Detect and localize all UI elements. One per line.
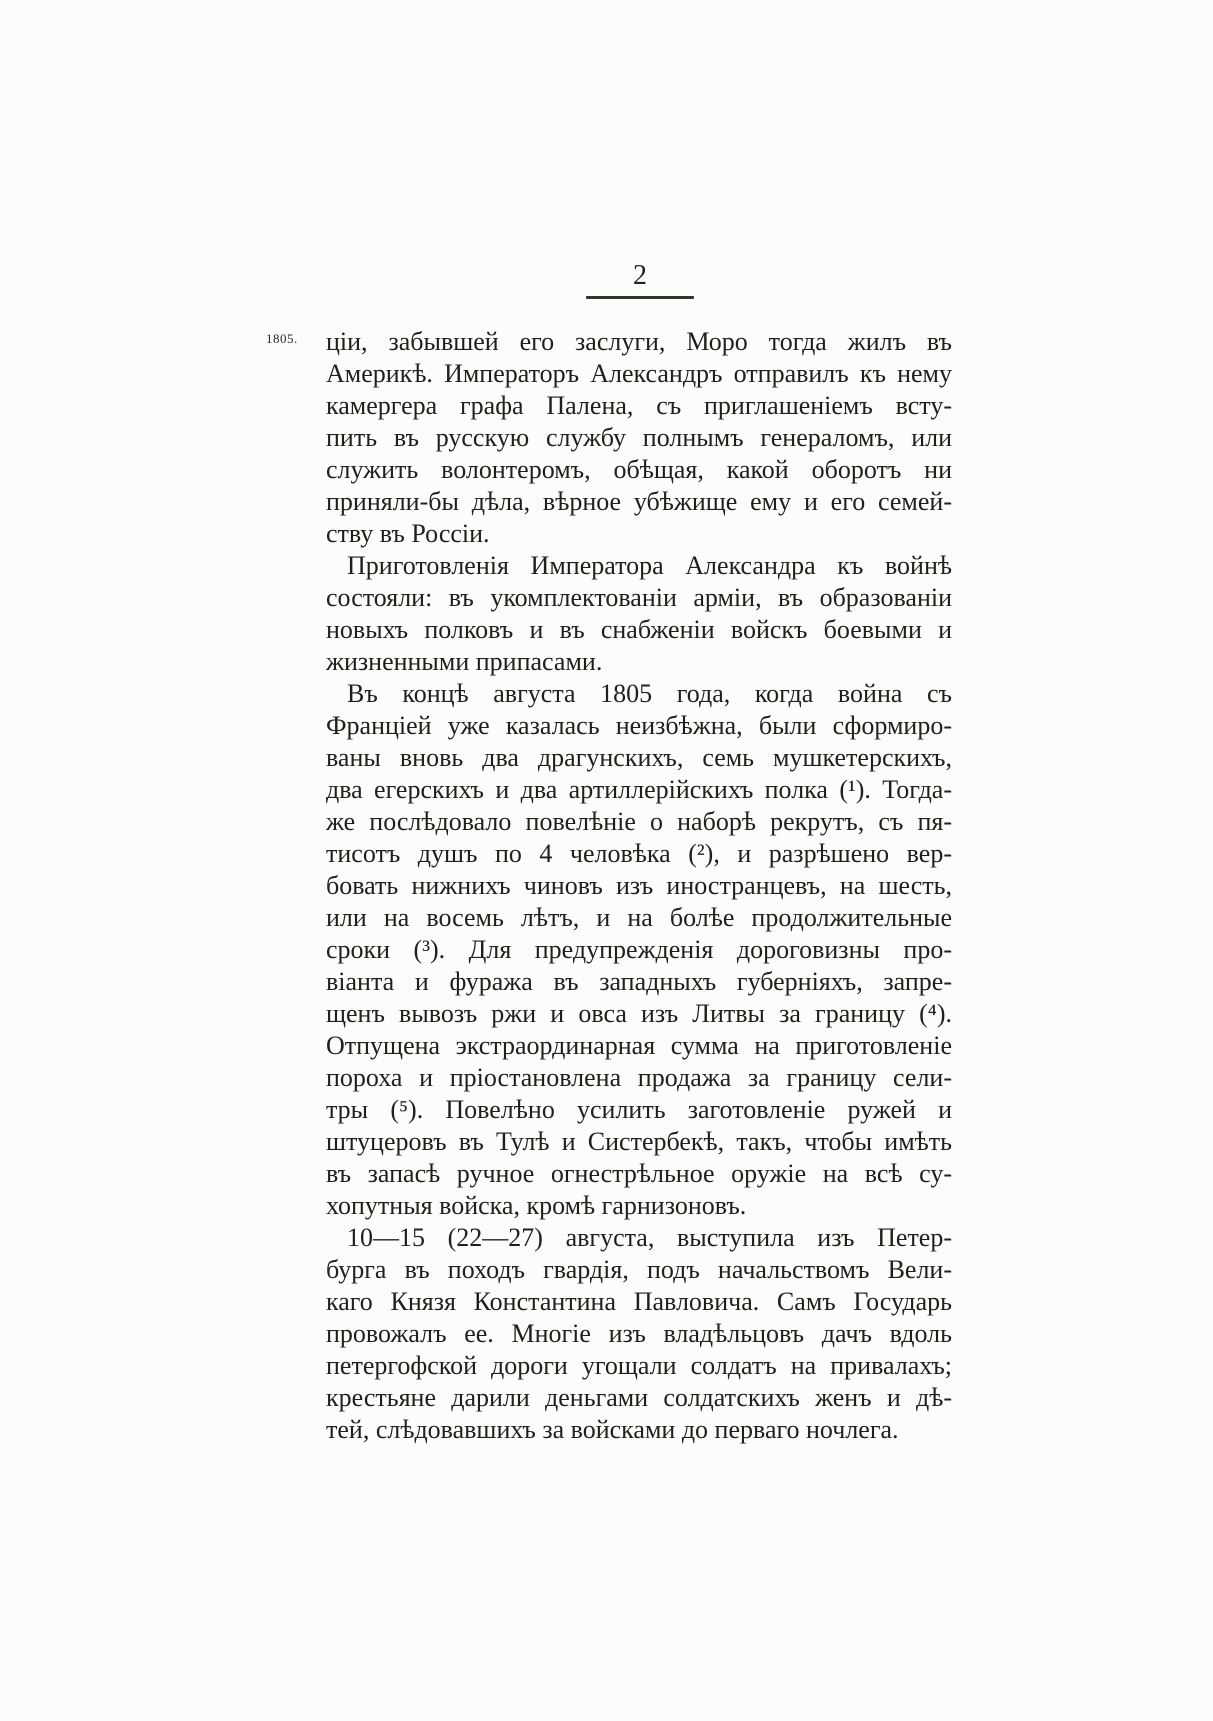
- text-line: состояли: въ укомплектованіи арміи, въ образованіи: [326, 583, 952, 612]
- text-line: жизненными припасами.: [326, 647, 603, 676]
- margin-year-note: 1805.: [266, 331, 298, 346]
- text-line: провожалъ ее. Многіе изъ владѣльцовъ дачъ вдоль: [326, 1319, 952, 1348]
- text-line: камергера графа Палена, съ приглашеніемъ всту-: [326, 391, 952, 420]
- text-line: Отпущена экстраординарная сумма на приготовленіе: [326, 1031, 952, 1060]
- text-line: каго Князя Константина Павловича. Самъ Государь: [326, 1287, 952, 1316]
- page-number: 2: [633, 260, 647, 291]
- text-line: же послѣдовало повелѣніе о наборѣ рекрутъ, съ пя-: [326, 807, 952, 836]
- text-line: Въ концѣ августа 1805 года, когда война съ: [347, 679, 952, 708]
- text-line: служить волонтеромъ, обѣщая, какой оборотъ ни: [326, 455, 952, 484]
- text-line: въ запасѣ ручное огнестрѣльное оружіе на всѣ су-: [326, 1159, 952, 1188]
- text-line: ціи, забывшей его заслуги, Моро тогда жилъ въ: [326, 327, 952, 356]
- text-line: віанта и фуража въ западныхъ губерніяхъ, запре-: [326, 967, 952, 996]
- text-line: петергофской дороги угощали солдатъ на привалахъ;: [326, 1351, 952, 1380]
- text-line: сроки (³). Для предупрежденія дороговизны про-: [326, 935, 952, 964]
- text-line: пить въ русскую службу полнымъ генераломъ, или: [326, 423, 952, 452]
- text-line: штуцеровъ въ Тулѣ и Систербекѣ, такъ, чтобы имѣть: [326, 1127, 952, 1156]
- text-line: или на восемь лѣтъ, и на болѣе продолжительные: [326, 903, 952, 932]
- text-line: тей, слѣдовавшихъ за войсками до перваго ночлега.: [326, 1415, 899, 1444]
- page-header: [585, 262, 695, 299]
- text-line: ству въ Россіи.: [326, 519, 490, 548]
- text-line: пороха и пріостановлена продажа за границу сели-: [326, 1063, 952, 1092]
- text-line: бовать нижнихъ чиновъ изъ иностранцевъ, на шесть,: [326, 871, 952, 900]
- body-text: [326, 326, 952, 1446]
- text-line: Америкѣ. Императоръ Александръ отправилъ къ нему: [326, 359, 952, 388]
- text-line: бурга въ походъ гвардія, подъ начальствомъ Вели-: [326, 1255, 952, 1284]
- text-line: Франціей уже казалась неизбѣжна, были сформиро-: [326, 711, 952, 740]
- text-line: Приготовленія Императора Александра къ войнѣ: [347, 551, 952, 580]
- text-line: новыхъ полковъ и въ снабженіи войскъ боевыми и: [326, 615, 952, 644]
- text-line: 10—15 (22—27) августа, выступила изъ Петер-: [347, 1223, 952, 1252]
- text-line: тры (⁵). Повелѣно усилить заготовленіе ружей и: [326, 1095, 952, 1124]
- text-line: два егерскихъ и два артиллерійскихъ полка (¹). Тогда-: [326, 775, 952, 804]
- text-line: приняли-бы дѣла, вѣрное убѣжище ему и его семей-: [326, 487, 952, 516]
- text-line: тисотъ душъ по 4 человѣка (²), и разрѣшено вер-: [326, 839, 952, 868]
- text-line: хопутныя войска, кромѣ гарнизоновъ.: [326, 1191, 747, 1220]
- header-rule: [586, 296, 694, 299]
- text-line: ваны вновь два драгунскихъ, семь мушкетерскихъ,: [326, 743, 952, 772]
- text-line: крестьяне дарили деньгами солдатскихъ женъ и дѣ-: [326, 1383, 952, 1412]
- text-line: щенъ вывозъ ржи и овса изъ Литвы за границу (⁴).: [326, 999, 952, 1028]
